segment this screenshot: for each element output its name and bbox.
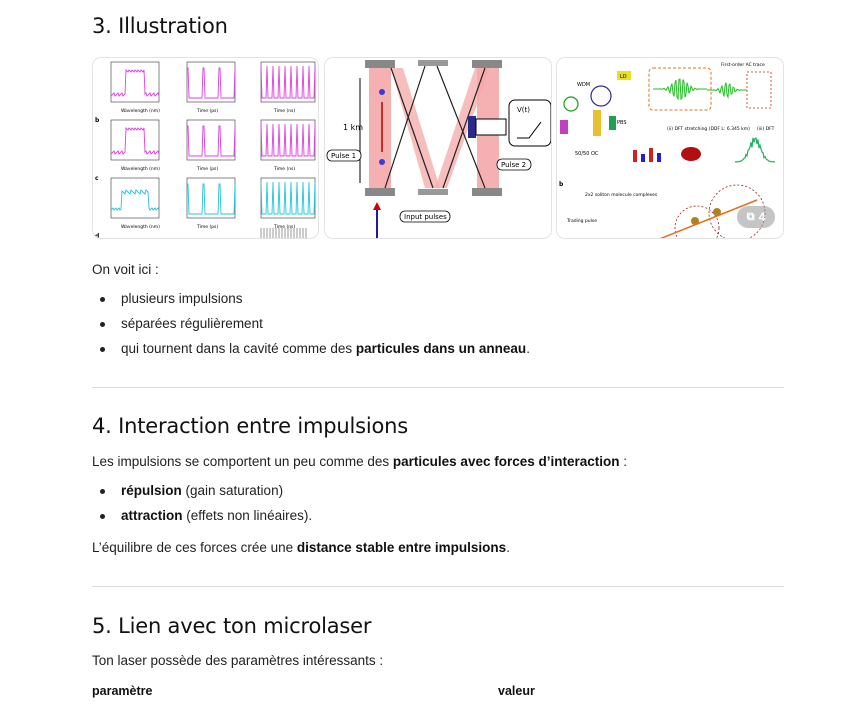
ray-1 [391, 68, 433, 188]
list-item: séparées régulièrement [92, 314, 530, 339]
oc-label: 50/50 OC [575, 151, 599, 157]
sa-box [560, 120, 568, 134]
section-4-intro-bold: particules avec forces d’interaction [392, 454, 620, 469]
plot-frame [111, 62, 159, 102]
beam-left [369, 68, 391, 188]
plot-frame [187, 178, 235, 218]
x-axis-label: Time (ns) [274, 167, 296, 172]
mirror-top-right [472, 60, 502, 68]
waveform-trace [653, 79, 707, 99]
pbs-box [609, 116, 616, 130]
soliton-label: 2x2 soliton molecule complexes [585, 193, 658, 198]
gallery-icon: ⧉ [746, 210, 755, 223]
plot-trace [187, 68, 235, 98]
list-item-bold: particules dans un anneau [355, 341, 527, 356]
plot-frame [111, 178, 159, 218]
pulse-dot-1 [379, 89, 385, 95]
section-4-conclusion-bold: distance stable entre impulsions [296, 540, 507, 555]
bar-blue-1 [641, 154, 645, 162]
mirror-top-center [418, 60, 448, 66]
pulse2-label: Pulse 2 [501, 161, 527, 169]
v-label: V(t) [517, 106, 530, 114]
list-item: plusieurs impulsions [92, 289, 530, 314]
ac-trace [707, 83, 747, 98]
beam-cross-1 [391, 68, 440, 188]
panel-letter: d [95, 233, 100, 239]
plot-trace [187, 126, 235, 156]
cavity-diagram-figure [325, 58, 552, 239]
list-item-text: (effets non linéaires). [182, 508, 313, 523]
plot-trace [261, 124, 315, 156]
mirror-top-left [365, 60, 395, 68]
detector-box [476, 119, 506, 135]
list-item-bold: attraction [121, 508, 183, 523]
ld-label: LD [620, 74, 627, 80]
divider [92, 586, 784, 587]
plot-trace [111, 70, 159, 96]
x-axis-label: Time (ns) [274, 109, 296, 114]
gallery-image-setup[interactable] [556, 57, 784, 239]
section-3-heading: 3. Illustration [92, 14, 228, 38]
image-count-badge[interactable] [737, 206, 775, 228]
plot-trace [111, 190, 159, 210]
plot-frame [261, 178, 315, 218]
setup-coil-2 [591, 86, 611, 106]
x-axis-label: Wavelength (nm) [121, 167, 160, 172]
section-4-intro-suffix: : [619, 454, 628, 469]
list-item-text: qui tournent dans la cavité comme des [121, 341, 356, 356]
section-4-list [92, 481, 312, 531]
x-axis-label: Time (ns) [274, 225, 296, 230]
list-item-text: (gain saturation) [181, 483, 284, 498]
plot-trace [261, 182, 315, 214]
plot-frame [261, 120, 315, 160]
panel-letter: b [95, 117, 100, 124]
section-5-intro: Ton laser possède des paramètres intéressants : [92, 653, 384, 668]
panel-b-label: b [559, 181, 564, 188]
list-item [92, 481, 312, 506]
plot-trace [261, 66, 315, 98]
plot-trace [111, 128, 159, 154]
list-item [92, 506, 312, 531]
gallery-image-spectra-traces[interactable] [92, 57, 319, 239]
gallery-image-cavity-diagram[interactable] [324, 57, 552, 239]
image-gallery [92, 57, 784, 239]
section-4-heading: 4. Interaction entre impulsions [92, 414, 408, 438]
pulse-dot-2 [379, 159, 385, 165]
setup-coil-1 [564, 97, 578, 111]
section-4-conclusion-prefix: L’équilibre de ces forces crée une [92, 540, 297, 555]
section-4-intro [92, 452, 627, 472]
image-count: 4 [758, 210, 766, 224]
x-axis-label: Time (ps) [197, 109, 219, 114]
polarizer-1 [593, 110, 601, 136]
bar-red-1 [633, 150, 637, 162]
table-header-valeur: valeur [498, 684, 535, 698]
input-label: Input pulses [404, 213, 447, 221]
dft1-label: (ii) DFT stretching (DDF L: 6.345 km) [667, 127, 750, 132]
x-axis-label: Wavelength (nm) [121, 109, 160, 114]
spectrum-trace [735, 138, 775, 162]
mirror-bottom-center [418, 189, 448, 195]
mirror-bottom-right [472, 188, 502, 196]
section-4-conclusion-suffix: . [506, 540, 510, 555]
wdm-label: WDM [577, 82, 591, 88]
ac-frame [747, 72, 771, 108]
plot-frame [111, 120, 159, 160]
x-axis-label: Wavelength (nm) [121, 225, 160, 230]
trading-label: Trading pulse [567, 219, 598, 224]
list-item [92, 339, 530, 364]
bar-blue-2 [657, 153, 661, 162]
oscilloscope-box [509, 100, 551, 146]
section-3-list [92, 289, 530, 364]
fiber-spool [681, 147, 701, 161]
detector-body [468, 116, 476, 138]
section-4-conclusion [92, 538, 510, 558]
bar-red-2 [649, 148, 653, 162]
plot-frame [187, 62, 235, 102]
plot-trace [187, 184, 235, 214]
table-header-parametre: paramètre [92, 684, 153, 698]
field-label: First-order AC trace [721, 63, 765, 68]
plot-frame [261, 62, 315, 102]
divider [92, 387, 784, 388]
pulse1-label: Pulse 1 [331, 152, 357, 160]
section-4-intro-prefix: Les impulsions se comportent un peu comme des [92, 454, 393, 469]
input-arrow-head [373, 202, 381, 210]
section-3-intro: On voit ici : [92, 262, 159, 277]
section-5-heading: 5. Lien avec ton microlaser [92, 614, 372, 638]
list-item-after: . [526, 341, 530, 356]
x-axis-label: Time (ps) [197, 225, 219, 230]
x-axis-label: Time (ps) [197, 167, 219, 172]
panel-letter: c [95, 175, 99, 182]
dft2-label: (iii) DFT [757, 127, 775, 132]
mirror-bottom-left [365, 188, 395, 196]
length-label: 1 km [343, 123, 364, 132]
plot-frame [187, 120, 235, 160]
spectra-traces-figure [93, 58, 319, 239]
pbs-label: PBS [617, 120, 627, 126]
list-item-bold: répulsion [121, 483, 182, 498]
